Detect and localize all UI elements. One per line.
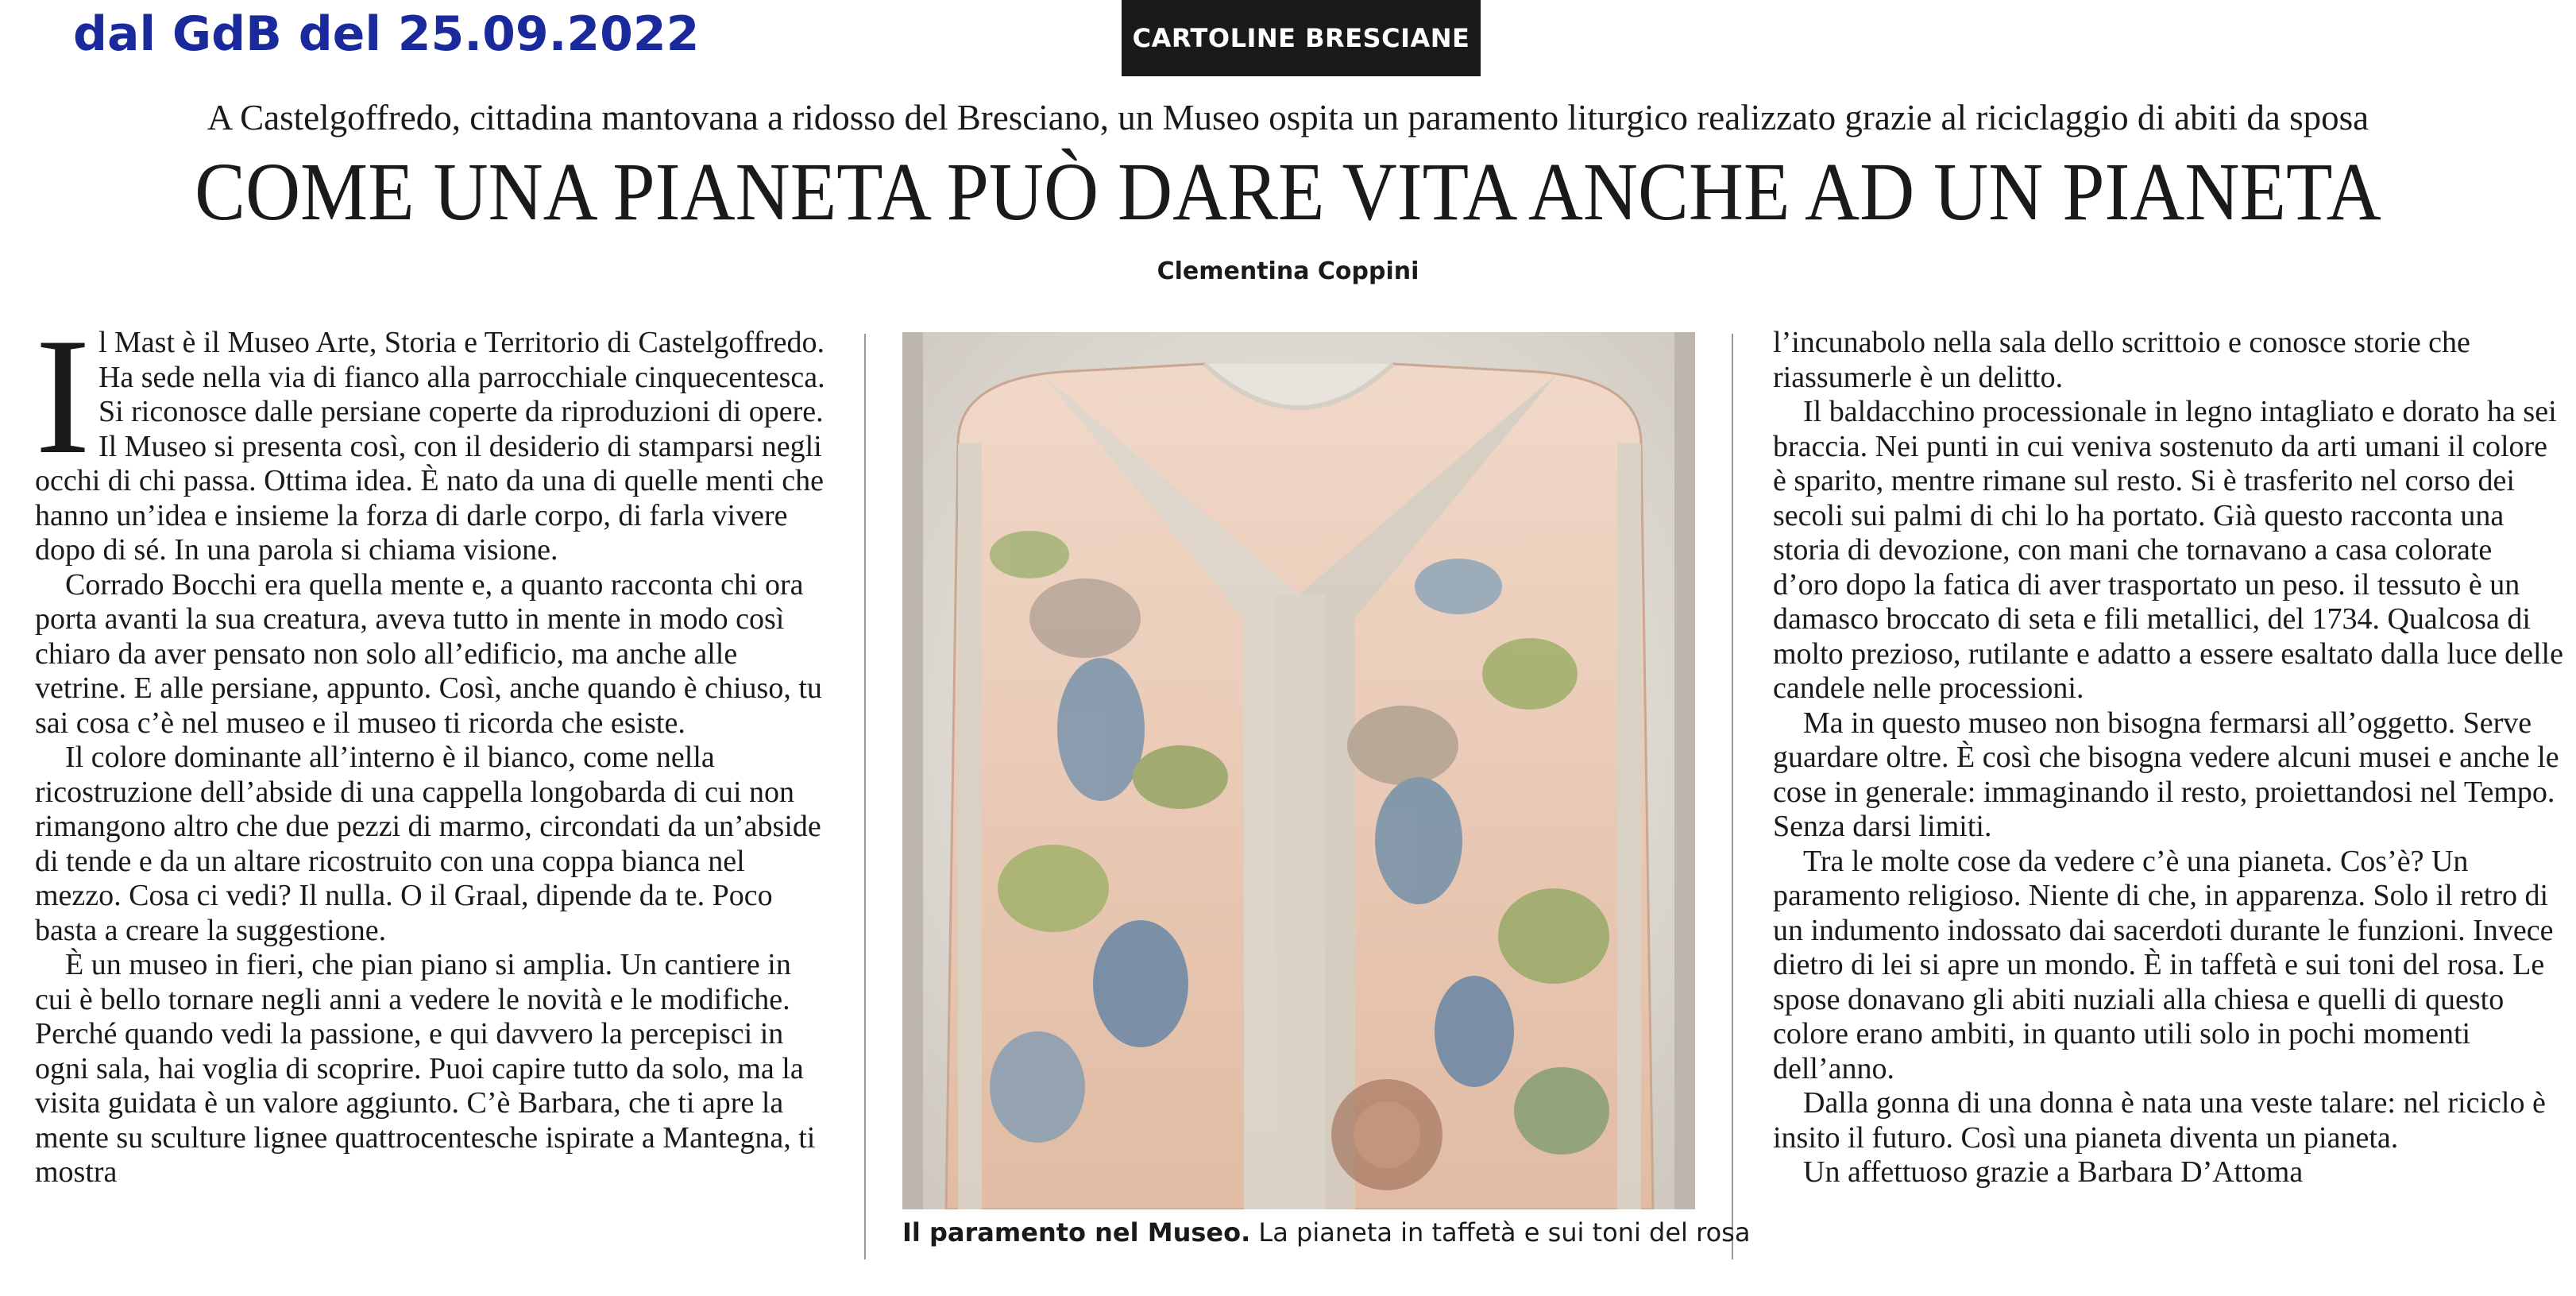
paragraph: Il colore dominante all’interno è il bianco, come nella ricostruzione dell’abside di una cappella longobarda di cui non rimangono altro che due pezzi di marmo, circondati da un’abside di tende e da un altare ricostruito con una coppa bianca nel mezzo. Cosa ci vedi? Il nulla. O il Graal, dipende da te. Poco basta a creare la suggestione.	[35, 741, 821, 947]
paragraph: Dalla gonna di una donna è nata una veste talare: nel riciclo è insito il futuro. Così una pianeta diventa un pianeta.	[1773, 1086, 2546, 1155]
paragraph: Il Mast è il Museo Arte, Storia e Territorio di Castelgoffredo. Ha sede nella via di fianco alla parrocchiale cinquecentesca. Si riconosce dalle persiane coperte da riproduzioni di opere. Il Museo si presenta così, con il desiderio di stamparsi negli occhi di chi passa. Ottima idea. È nato da una di quelle menti che hanno un’idea e insieme la forza di darle corpo, di farla vivere dopo di sé. In una parola si chiama visione.	[35, 304, 825, 567]
kicker: A Castelgoffredo, cittadina mantovana a ridosso del Bresciano, un Museo ospita un paramento liturgico realizzato grazie al riciclaggio di abiti da sposa	[207, 98, 2369, 137]
author-byline: Clementina Coppini	[1157, 257, 1419, 285]
article-photo	[902, 332, 1695, 1209]
chasuble-image	[902, 332, 1695, 1209]
section-label: CARTOLINE BRESCIANE	[1122, 0, 1481, 76]
paragraph: È un museo in fieri, che pian piano si amplia. Un cantiere in cui è bello tornare negli anni a vedere le novità e le modifiche. Perché quando vedi la passione, e qui davvero la percepisci in ogni sala, hai voglia di scoprire. Puoi capire tutto da solo, ma la visita guidata è un valore aggiunto. C’è Barbara, che ti apre la mente su sculture lignee quattrocentesche ispirate a Mantegna, ti mostra	[35, 948, 816, 1189]
paragraph: Corrado Bocchi era quella mente e, a quanto racconta chi ora porta avanti la sua creatura, aveva tutto in mente in modo così chiaro da aver pensato non solo all’edificio, ma anche alle vetrine. E alle persiane, appunto. Così, anche quando è chiuso, tu sai cosa c’è nel museo e il museo ti ricorda che esiste.	[35, 567, 822, 740]
article-column-3	[1773, 326, 2563, 1190]
headline: COME UNA PIANETA PUÒ DARE VITA ANCHE AD UN PIANETA	[195, 146, 2381, 238]
article-column-1	[35, 304, 829, 1190]
paragraph: Tra le molte cose da vedere c’è una pianeta. Cos’è? Un paramento religioso. Niente di che, in apparenza. Solo il retro di un indumento indossato dai sacerdoti durante le funzioni. Invece dietro di lei si apre un mondo. È in taffetà e sui toni del rosa. Le spose donavano gli abiti nuziali alla chiesa e quelli di questo colore erano ambiti, in quanto utili solo in pochi momenti dell’anno.	[1773, 844, 2554, 1085]
column-divider-right	[1732, 334, 1733, 1259]
column-divider-left	[864, 334, 866, 1259]
paragraph: Un affettuoso grazie a Barbara D’Attoma	[1803, 1155, 2304, 1189]
paragraph: Ma in questo museo non bisogna fermarsi all’oggetto. Serve guardare oltre. È così che bisogna vedere alcuni musei e anche le cose in generale: immaginando il resto, proiettandosi nel Tempo. Senza darsi limiti.	[1773, 706, 2559, 843]
paragraph: l’incunabolo nella sala dello scrittoio e conosce storie che riassumerle è un delitto.	[1773, 326, 2470, 394]
paragraph: Il baldacchino processionale in legno intagliato e dorato ha sei braccia. Nei punti in cui veniva sostenuto da arti umani il colore è sparito, mentre rimane sul resto. Si è trasferito nel corso dei secoli sui palmi di chi lo ha portato. Già questo racconta una storia di devozione, con mani che tornavano a casa colorate d’oro dopo la fatica di aver trasportato un peso. il tessuto è un damasco broccato di seta e fili metallici, del 1734. Qualcosa di molto prezioso, rutilante e adatto a essere esaltato dalla luce delle candele nelle processioni.	[1773, 395, 2563, 705]
photo-caption: Il paramento nel Museo. La pianeta in taffetà e sui toni del rosa	[902, 1217, 1751, 1248]
source-date: dal GdB del 25.09.2022	[73, 6, 700, 62]
dropcap: I	[35, 304, 91, 489]
